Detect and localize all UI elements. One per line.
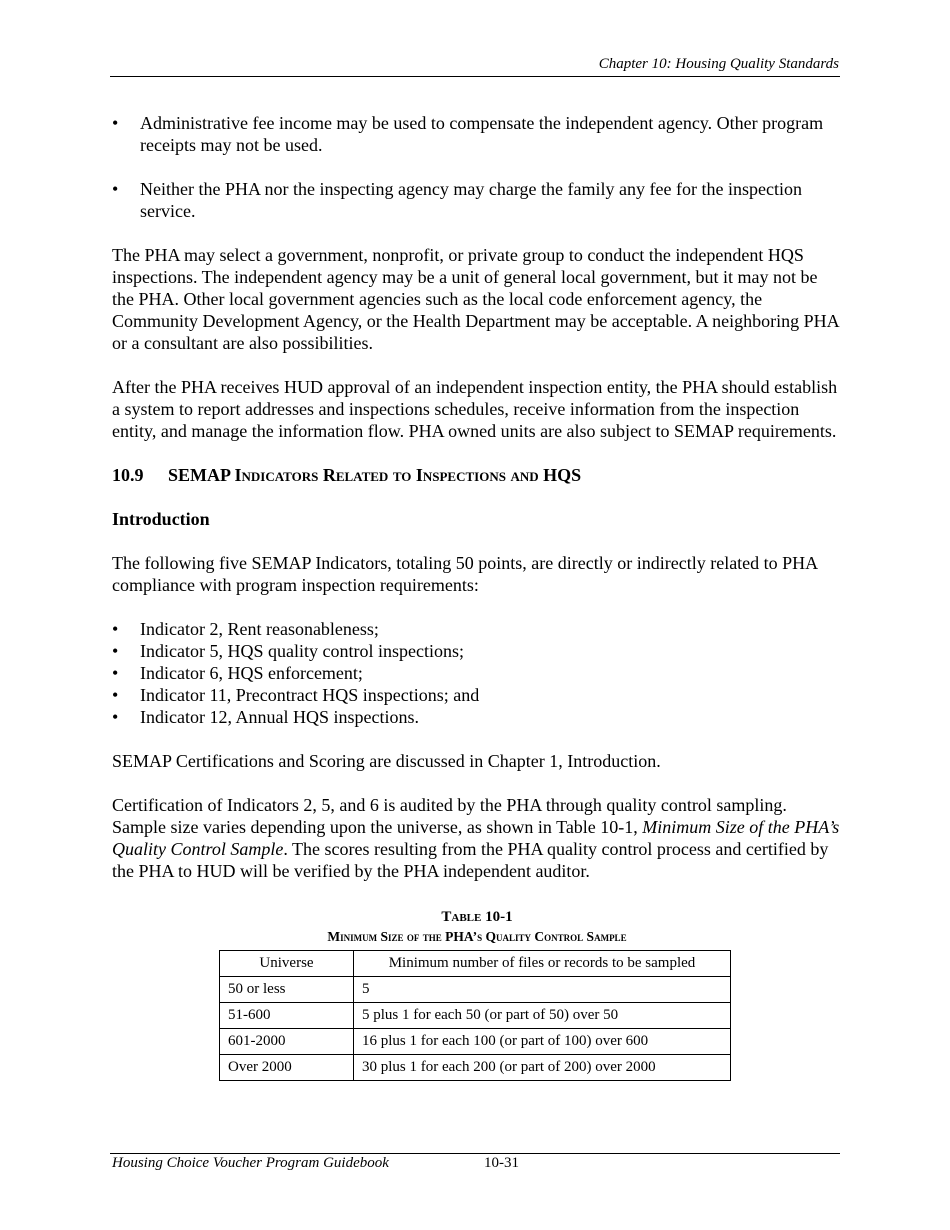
bullet-item: • Neither the PHA nor the inspecting agency may charge the family any fee for the inspection service. [112,178,842,222]
table-cell: 5 plus 1 for each 50 (or part of 50) over 50 [354,1003,731,1029]
paragraph: SEMAP Certifications and Scoring are discussed in Chapter 1, Introduction. [112,751,661,771]
table-cell: 601-2000 [220,1029,354,1055]
table-cell: 5 [354,977,731,1003]
subheading: Introduction [112,509,210,529]
table-reference: Minimum Size of the PHA’s Quality Control Sample [112,817,840,859]
section-title: SEMAP Indicators Related to Inspections and HQS [168,465,582,485]
table-subcaption: Minimum Size of the PHA’s Quality Control Sample [327,929,627,944]
paragraph: Certification of Indicators 2, 5, and 6 is audited by the PHA through quality control sampling. Sample size varies depending upon the universe, as shown in Table 10-1, Minimum Size of the PHA’s Quality Control Sample. The scores resulting from the PHA quality control process and certified by the PHA to HUD will be verified by the PHA independent auditor. [112,795,840,881]
running-header: Chapter 10: Housing Quality Standards [598,56,839,72]
table-cell: 30 plus 1 for each 200 (or part of 200) over 2000 [354,1055,731,1081]
indicator-item: • Indicator 12, Annual HQS inspections. [112,706,842,728]
table-caption: Table 10-1 [441,909,513,925]
paragraph: The PHA may select a government, nonprofit, or private group to conduct the independent HQS inspections. The independent agency may be a unit of general local government, but it may not be the PHA. Other local government agencies such as the local code enforcement agency, the Community Development Agency, or the Health Department may be acceptable. A neighboring PHA or a consultant are also possibilities. [112,245,839,353]
indicator-item: • Indicator 2, Rent reasonableness; [112,618,842,640]
table-row [220,1055,731,1081]
table-row [220,977,731,1003]
table-header-row [220,951,731,977]
sample-size-table [219,950,731,1081]
paragraph: The following five SEMAP Indicators, totaling 50 points, are directly or indirectly related to PHA compliance with program inspection requirements: [112,553,818,595]
table-row [220,1029,731,1055]
page-number: 10-31 [484,1155,519,1171]
footer-title: Housing Choice Voucher Program Guidebook [112,1155,389,1171]
table-cell: 16 plus 1 for each 100 (or part of 100) over 600 [354,1029,731,1055]
column-header: Universe [220,951,354,977]
section-number: 10.9 [112,465,144,485]
section-heading [112,464,842,486]
header-rule [110,76,840,77]
indicator-item: • Indicator 6, HQS enforcement; [112,662,842,684]
column-header: Minimum number of files or records to be sampled [354,951,731,977]
indicator-item: • Indicator 11, Precontract HQS inspections; and [112,684,842,706]
table-cell: 51-600 [220,1003,354,1029]
indicator-item: • Indicator 5, HQS quality control inspections; [112,640,842,662]
bullet-item: • Administrative fee income may be used to compensate the independent agency. Other program receipts may not be used. [112,112,842,156]
paragraph: After the PHA receives HUD approval of an independent inspection entity, the PHA should establish a system to report addresses and inspections schedules, receive information from the inspection entity, and manage the information flow. PHA owned units are also subject to SEMAP requirements. [112,377,838,441]
page-body [112,112,842,1081]
footer-rule [110,1153,840,1154]
table-cell: Over 2000 [220,1055,354,1081]
table-row [220,1003,731,1029]
table-cell: 50 or less [220,977,354,1003]
